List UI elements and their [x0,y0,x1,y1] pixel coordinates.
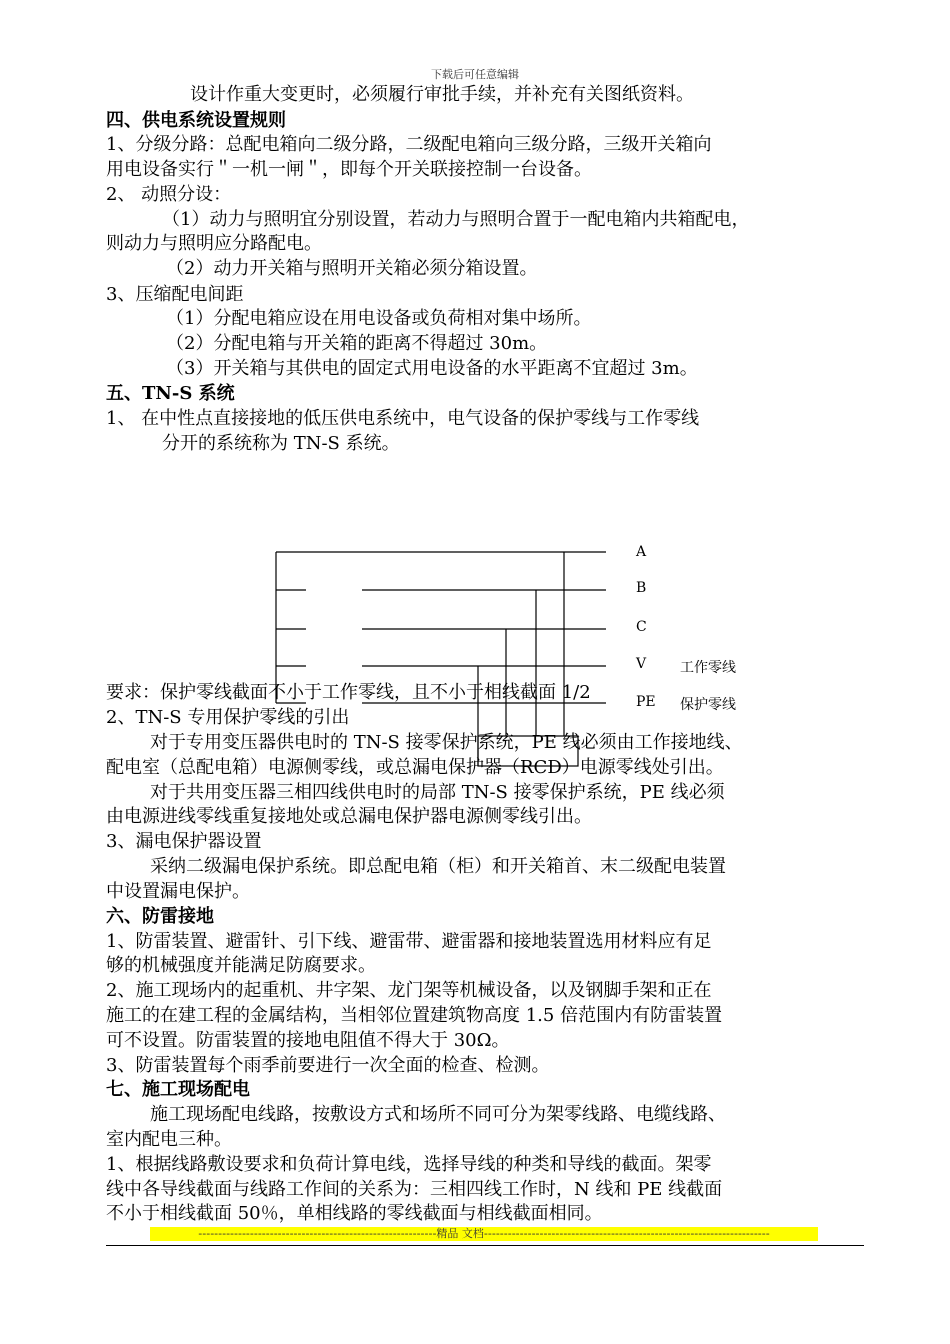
paragraph-line: 线中各导线截面与线路工作间的关系为：三相四线工作时，N 线和 PE 线截面 [106,1179,723,1200]
phase-b-label: B [636,580,647,596]
paragraph-line: （1）分配电箱应设在用电设备或负荷相对集中场所。 [166,308,592,329]
page-header: 下载后可任意编辑 [431,68,519,81]
paragraph-line: 室内配电三种。 [106,1129,232,1150]
paragraph-line: 1、分级分路：总配电箱向二级分路，二级配电箱向三级分路，三级开关箱向 [106,134,712,155]
paragraph-line: 3、压缩配电间距 [106,284,244,305]
paragraph-line: 3、漏电保护器设置 [106,831,262,852]
pe-label: PE [636,694,656,710]
paragraph-line: 对于共用变压器三相四线供电时的局部 TN-S 接零保护系统，PE 线必须 [150,782,725,803]
phase-c-label: C [636,619,647,635]
paragraph-line: 施工的在建工程的金属结构，当相邻位置建筑物高度 1.5 倍范围内有防雷装置 [106,1005,723,1026]
paragraph-line: （2）动力开关箱与照明开关箱必须分箱设置。 [166,258,538,279]
work-neutral-label: 工作零线 [680,660,736,676]
section-heading-6: 六、防雷接地 [106,906,214,927]
paragraph-line: 可不设置。防雷装置的接地电阻值不得大于 30Ω。 [106,1030,510,1051]
paragraph-line: 分开的系统称为 TN-S 系统。 [162,433,400,454]
paragraph-line: 配电室（总配电箱）电源侧零线，或总漏电保护器（RCD）电源零线处引出。 [106,757,724,778]
section-heading-5: 五、TN-S 系统 [106,383,235,404]
paragraph-line: 3、防雷装置每个雨季前要进行一次全面的检查、检测。 [106,1055,550,1076]
section-heading-7: 七、施工现场配电 [106,1079,250,1100]
paragraph-line: 设计作重大变更时，必须履行审批手续，并补充有关图纸资料。 [190,84,694,105]
paragraph-line: 1、防雷装置、避雷针、引下线、避雷带、避雷器和接地装置选用材料应有足 [106,931,712,952]
paragraph-line: 够的机械强度并能满足防腐要求。 [106,955,376,976]
footer-banner: ------------------------------------------------------------精品 文档------------------------------------------------------------------------ [150,1227,818,1241]
paragraph-line: 2、施工现场内的起重机、井字架、龙门架等机械设备，以及钢脚手架和正在 [106,980,712,1001]
paragraph-line: 施工现场配电线路，按敷设方式和场所不同可分为架零线路、电缆线路、 [150,1104,726,1125]
paragraph-line: 则动力与照明应分路配电。 [106,233,322,254]
paragraph-line: 不小于相线截面 50％，单相线路的零线截面与相线截面相同。 [106,1203,603,1224]
footer-rule [106,1245,864,1246]
paragraph-line: 用电设备实行＂一机一闸＂，即每个开关联接控制一台设备。 [106,159,592,180]
paragraph-line: 对于专用变压器供电时的 TN-S 接零保护系统，PE 线必须由工作接地线、 [150,732,743,753]
section-heading-4: 四、供电系统设置规则 [106,110,286,131]
paragraph-line: （2）分配电箱与开关箱的距离不得超过 30m。 [166,333,548,354]
paragraph-line: 2、TN-S 专用保护零线的引出 [106,707,350,728]
paragraph-line: 要求：保护零线截面不小于工作零线，且不小于相线截面 1/2 [106,682,591,703]
paragraph-line: （3）开关箱与其供电的固定式用电设备的水平距离不宜超过 3m。 [166,358,698,379]
paragraph-line: 1、 在中性点直接接地的低压供电系统中，电气设备的保护零线与工作零线 [106,408,700,429]
paragraph-line: 中设置漏电保护。 [106,881,250,902]
paragraph-line: （1）动力与照明宜分别设置，若动力与照明合置于一配电箱内共箱配电， [162,209,750,230]
protect-neutral-label: 保护零线 [680,697,736,713]
paragraph-line: 由电源进线零线重复接地处或总漏电保护器电源侧零线引出。 [106,806,592,827]
paragraph-line: 1、根据线路敷设要求和负荷计算电线，选择导线的种类和导线的截面。架零 [106,1154,712,1175]
paragraph-line: 2、 动照分设： [106,184,232,205]
neutral-v-label: V [636,656,647,672]
paragraph-line: 采纳二级漏电保护系统。即总配电箱（柜）和开关箱首、末二级配电装置 [150,856,726,877]
phase-a-label: A [636,544,647,560]
